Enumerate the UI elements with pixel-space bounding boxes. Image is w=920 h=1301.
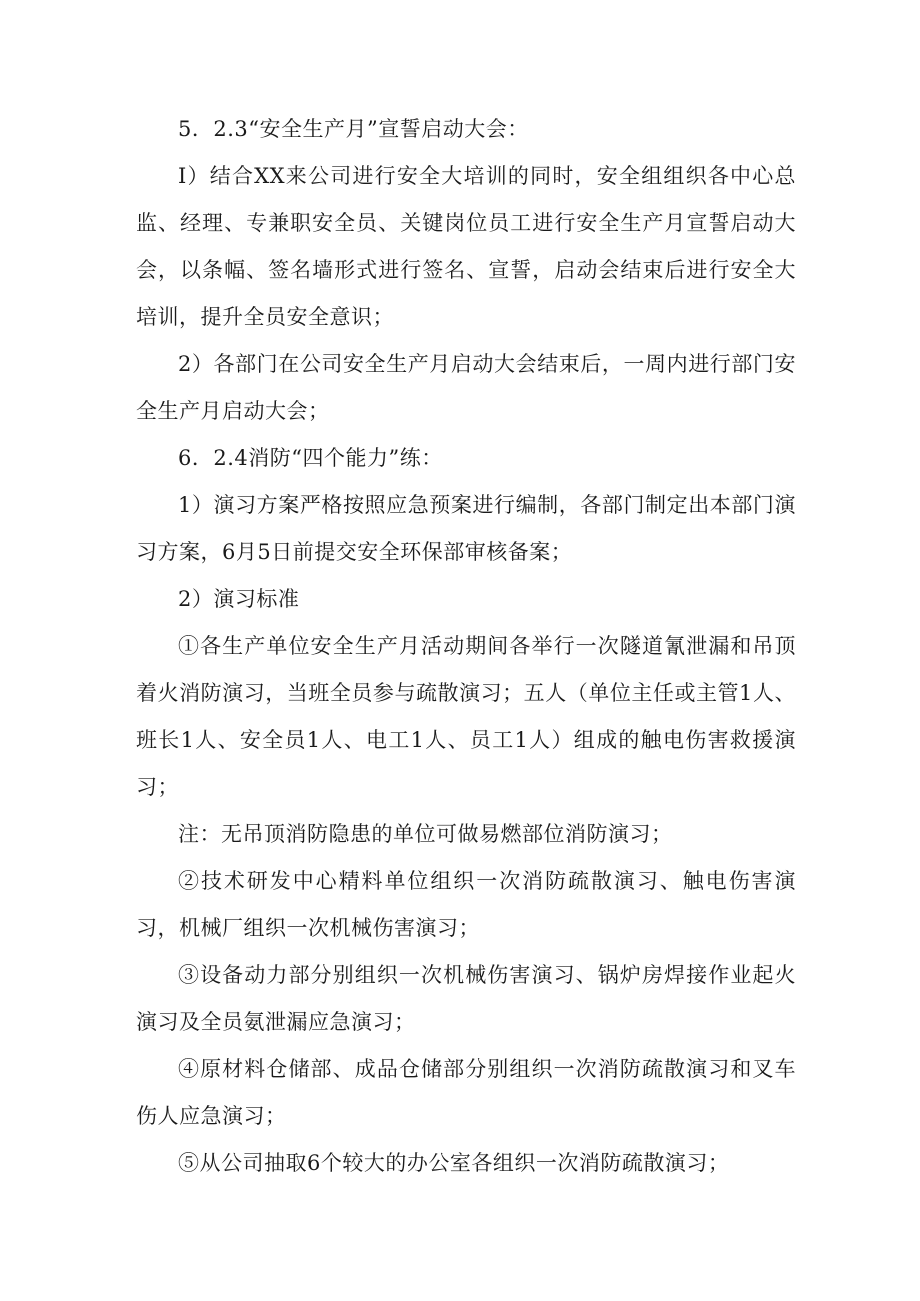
- paragraph-circled-4: ④原材料仓储部、成品仓储部分别组织一次消防疏散演习和叉车伤人应急演习；: [136, 1057, 796, 1128]
- paragraph-item-2-drill-standard: 2）演习标准: [178, 587, 300, 611]
- paragraph-item-2-departments: 2）各部门在公司安全生产月启动大会结束后，一周内进行部门安全生产月启动大会；: [136, 352, 796, 423]
- document-body: [136, 106, 796, 1187]
- paragraph-circled-2: ②技术研发中心精料单位组织一次消防疏散演习、触电伤害演习，机械厂组织一次机械伤害演习；: [136, 869, 796, 940]
- section-heading-6-2-4: 6．2.4消防“四个能力”练：: [178, 446, 443, 470]
- paragraph-circled-5: ⑤从公司抽取6个较大的办公室各组织一次消防疏散演习；: [178, 1151, 730, 1175]
- paragraph-note: 注：无吊顶消防隐患的单位可做易燃部位消防演习；: [178, 822, 673, 846]
- paragraph-circled-1: ①各生产单位安全生产月活动期间各举行一次隧道氰泄漏和吊顶着火消防演习，当班全员参与疏散演习；五人（单位主任或主管1人、班长1人、安全员1人、电工1人、员工1人）组成的触电伤害救援演习；: [136, 634, 796, 799]
- paragraph-circled-3: ③设备动力部分别组织一次机械伤害演习、锅炉房焊接作业起火演习及全员氨泄漏应急演习；: [136, 963, 796, 1034]
- paragraph-item-1-drill-plan: 1）演习方案严格按照应急预案进行编制，各部门制定出本部门演习方案，6月5日前提交安全环保部审核备案；: [136, 493, 796, 564]
- paragraph-item-1-training: I）结合XX来公司进行安全大培训的同时，安全组组织各中心总监、经理、专兼职安全员、关键岗位员工进行安全生产月宣誓启动大会，以条幅、签名墙形式进行签名、宣誓，启动会结束后进行安全大培训，提升全员安全意识；: [136, 164, 796, 329]
- section-heading-5-2-3: 5．2.3“安全生产月”宣誓启动大会：: [178, 117, 529, 141]
